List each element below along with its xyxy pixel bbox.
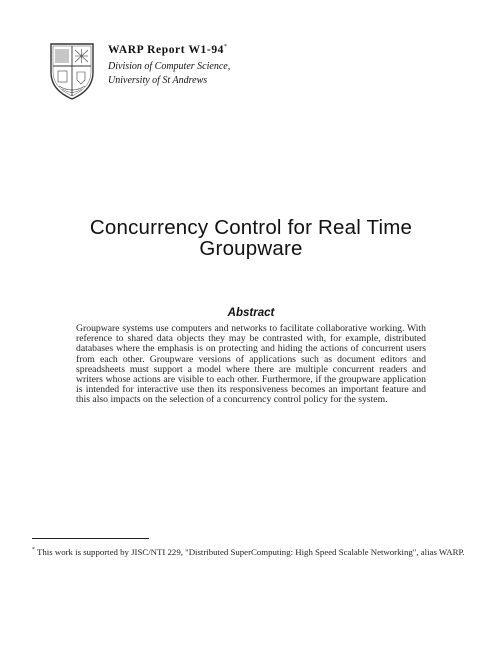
title-line-2: Groupware xyxy=(199,237,303,260)
abstract-heading: Abstract xyxy=(227,307,275,319)
footnote-rule xyxy=(32,538,149,539)
footnote-marker-ref: * xyxy=(32,547,35,553)
footnote-text: This work is supported by JISC/NTI 229, "Distributed SuperComputing: High Speed Scalable Networking", alias WARP. xyxy=(35,546,465,557)
university-crest-icon xyxy=(49,42,95,100)
division-line: Division of Computer Science, xyxy=(108,60,231,72)
report-number: WARP Report W1-94* xyxy=(108,43,228,56)
paper-title xyxy=(40,217,462,259)
footnote-marker: * xyxy=(224,44,228,50)
title-line-1: Concurrency Control for Real Time xyxy=(89,216,413,239)
report-header xyxy=(108,40,230,88)
footnote xyxy=(32,544,469,558)
university-line: University of St Andrews xyxy=(108,74,208,86)
abstract-text: Groupware systems use computers and networks to facilitate collaborative working. With reference to shared data objects they may be contrasted with, for example, distributed databases where the emphasis is on protecting and hiding the actions of concurrent users from each other. Groupware versions of applications such as document editors and spreadsheets must support a model where there are multiple concurrent readers and writers whose actions are visible to each other. Furthermore, if the groupware application is intended for interactive use then its responsiveness becomes an important feature and this also impacts on the selection of a concurrency control policy for the system. xyxy=(76,323,426,406)
